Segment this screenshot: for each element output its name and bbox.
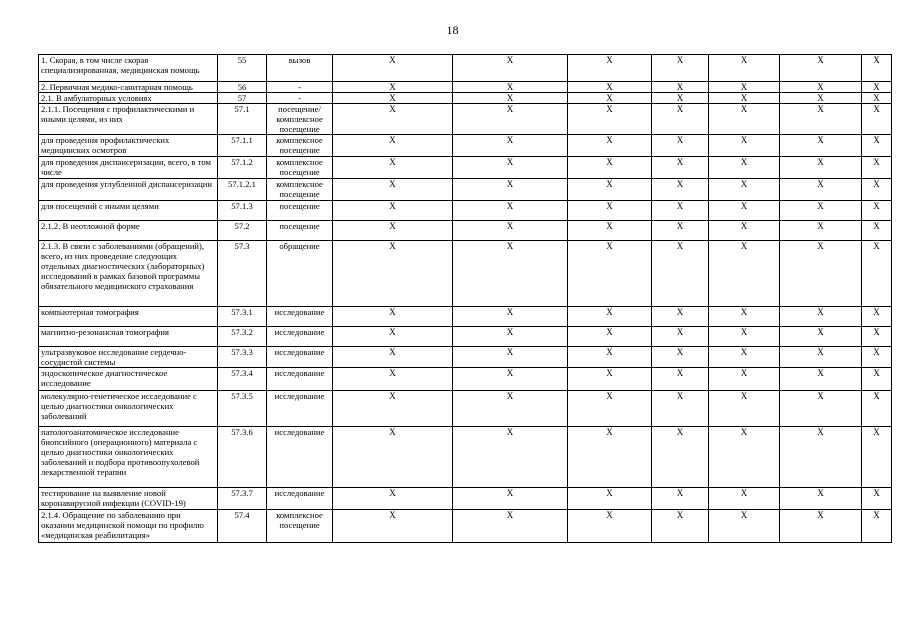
data-table	[38, 54, 892, 543]
row-unit: комплексное посещение	[267, 135, 333, 157]
x-mark-cell: X	[862, 55, 892, 82]
x-mark-cell: X	[453, 135, 568, 157]
row-code: 57.3.5	[218, 391, 267, 427]
x-mark-cell: X	[453, 104, 568, 135]
x-mark-cell: X	[568, 179, 652, 201]
row-code: 57.3.6	[218, 427, 267, 488]
x-mark-cell: X	[709, 307, 780, 327]
x-mark-cell: X	[780, 157, 862, 179]
x-mark-cell: X	[780, 427, 862, 488]
x-mark-cell: X	[333, 104, 453, 135]
x-mark-cell: X	[333, 347, 453, 368]
x-mark-cell: X	[568, 327, 652, 347]
x-mark-cell: X	[780, 368, 862, 391]
table-row	[39, 179, 892, 201]
x-mark-cell: X	[568, 307, 652, 327]
x-mark-cell: X	[453, 307, 568, 327]
x-mark-cell: X	[568, 93, 652, 104]
x-mark-cell: X	[709, 179, 780, 201]
row-unit: комплексное посещение	[267, 179, 333, 201]
row-unit: исследование	[267, 427, 333, 488]
row-name: 2.1.2. В неотложной форме	[39, 221, 218, 241]
x-mark-cell: X	[709, 221, 780, 241]
x-mark-cell: X	[709, 327, 780, 347]
row-name: для проведения профилактических медицинских осмотров	[39, 135, 218, 157]
x-mark-cell: X	[709, 104, 780, 135]
row-name: ультразвуковое исследование сердечно-сосудистой системы	[39, 347, 218, 368]
x-mark-cell: X	[862, 241, 892, 307]
row-unit: обращение	[267, 241, 333, 307]
row-name: для проведения углубленной диспансеризации	[39, 179, 218, 201]
x-mark-cell: X	[709, 241, 780, 307]
x-mark-cell: X	[652, 157, 709, 179]
table-row	[39, 427, 892, 488]
x-mark-cell: X	[568, 347, 652, 368]
x-mark-cell: X	[333, 93, 453, 104]
x-mark-cell: X	[709, 82, 780, 93]
x-mark-cell: X	[453, 488, 568, 510]
row-unit: исследование	[267, 327, 333, 347]
table-row	[39, 221, 892, 241]
table-row	[39, 93, 892, 104]
x-mark-cell: X	[709, 157, 780, 179]
x-mark-cell: X	[780, 510, 862, 543]
x-mark-cell: X	[652, 488, 709, 510]
x-mark-cell: X	[780, 93, 862, 104]
x-mark-cell: X	[333, 307, 453, 327]
row-name: 2. Первичная медико-санитарная помощь	[39, 82, 218, 93]
x-mark-cell: X	[862, 327, 892, 347]
row-code: 57.1.3	[218, 201, 267, 221]
row-unit: исследование	[267, 368, 333, 391]
x-mark-cell: X	[453, 368, 568, 391]
x-mark-cell: X	[568, 488, 652, 510]
x-mark-cell: X	[652, 201, 709, 221]
x-mark-cell: X	[709, 55, 780, 82]
x-mark-cell: X	[862, 179, 892, 201]
row-code: 57	[218, 93, 267, 104]
x-mark-cell: X	[780, 82, 862, 93]
x-mark-cell: X	[453, 221, 568, 241]
x-mark-cell: X	[568, 221, 652, 241]
x-mark-cell: X	[333, 368, 453, 391]
row-name: 1. Скорая, в том числе скорая специализированная, медицинская помощь	[39, 55, 218, 82]
x-mark-cell: X	[862, 347, 892, 368]
row-unit: комплексное посещение	[267, 510, 333, 543]
row-name: патологоанатомическое исследование биопсийного (операционного) материала с целью диагностики онкологических заболеваний и подбора противоопухолевой лекарственной терапии	[39, 427, 218, 488]
x-mark-cell: X	[568, 241, 652, 307]
x-mark-cell: X	[333, 391, 453, 427]
x-mark-cell: X	[453, 347, 568, 368]
table-row	[39, 82, 892, 93]
row-code: 57.1	[218, 104, 267, 135]
x-mark-cell: X	[652, 510, 709, 543]
x-mark-cell: X	[333, 157, 453, 179]
x-mark-cell: X	[862, 307, 892, 327]
x-mark-cell: X	[862, 391, 892, 427]
row-unit: -	[267, 93, 333, 104]
table-row	[39, 327, 892, 347]
row-unit: исследование	[267, 488, 333, 510]
x-mark-cell: X	[652, 179, 709, 201]
x-mark-cell: X	[453, 427, 568, 488]
x-mark-cell: X	[652, 427, 709, 488]
x-mark-cell: X	[862, 104, 892, 135]
page-number: 18	[446, 23, 459, 37]
x-mark-cell: X	[652, 241, 709, 307]
x-mark-cell: X	[453, 391, 568, 427]
row-code: 57.4	[218, 510, 267, 543]
x-mark-cell: X	[780, 179, 862, 201]
table-row	[39, 488, 892, 510]
row-code: 57.1.1	[218, 135, 267, 157]
x-mark-cell: X	[709, 93, 780, 104]
row-code: 56	[218, 82, 267, 93]
x-mark-cell: X	[709, 391, 780, 427]
x-mark-cell: X	[652, 221, 709, 241]
x-mark-cell: X	[780, 307, 862, 327]
x-mark-cell: X	[652, 347, 709, 368]
x-mark-cell: X	[709, 488, 780, 510]
x-mark-cell: X	[862, 488, 892, 510]
x-mark-cell: X	[333, 82, 453, 93]
table-row	[39, 347, 892, 368]
x-mark-cell: X	[709, 201, 780, 221]
x-mark-cell: X	[568, 82, 652, 93]
x-mark-cell: X	[862, 427, 892, 488]
x-mark-cell: X	[568, 55, 652, 82]
x-mark-cell: X	[709, 427, 780, 488]
x-mark-cell: X	[453, 327, 568, 347]
row-name: магнитно-резонансная томография	[39, 327, 218, 347]
row-unit: -	[267, 82, 333, 93]
row-code: 57.3.4	[218, 368, 267, 391]
row-code: 57.3.1	[218, 307, 267, 327]
x-mark-cell: X	[568, 157, 652, 179]
row-name: 2.1.4. Обращение по заболеванию при оказании медицинской помощи по профилю «медицинская реабилитация»	[39, 510, 218, 543]
row-code: 55	[218, 55, 267, 82]
x-mark-cell: X	[453, 93, 568, 104]
row-unit: вызов	[267, 55, 333, 82]
x-mark-cell: X	[333, 510, 453, 543]
table-row	[39, 510, 892, 543]
x-mark-cell: X	[652, 55, 709, 82]
row-code: 57.3.3	[218, 347, 267, 368]
row-unit: исследование	[267, 307, 333, 327]
row-code: 57.3.7	[218, 488, 267, 510]
x-mark-cell: X	[780, 221, 862, 241]
row-code: 57.2	[218, 221, 267, 241]
x-mark-cell: X	[333, 241, 453, 307]
row-unit: комплексное посещение	[267, 157, 333, 179]
row-name: тестирование на выявление новой коронавирусной инфекции (COVID-19)	[39, 488, 218, 510]
row-unit: исследование	[267, 347, 333, 368]
x-mark-cell: X	[333, 55, 453, 82]
x-mark-cell: X	[333, 327, 453, 347]
row-unit: посещение/ комплексное посещение	[267, 104, 333, 135]
x-mark-cell: X	[709, 510, 780, 543]
table-row	[39, 201, 892, 221]
x-mark-cell: X	[652, 93, 709, 104]
x-mark-cell: X	[568, 368, 652, 391]
row-name: 2.1.1. Посещения с профилактическими и иными целями, из них	[39, 104, 218, 135]
table-row	[39, 104, 892, 135]
row-code: 57.3	[218, 241, 267, 307]
x-mark-cell: X	[453, 510, 568, 543]
x-mark-cell: X	[652, 327, 709, 347]
x-mark-cell: X	[780, 488, 862, 510]
row-code: 57.1.2.1	[218, 179, 267, 201]
x-mark-cell: X	[333, 179, 453, 201]
x-mark-cell: X	[453, 201, 568, 221]
row-name: для посещений с иными целями	[39, 201, 218, 221]
x-mark-cell: X	[780, 201, 862, 221]
row-name: эндоскопическое диагностическое исследование	[39, 368, 218, 391]
x-mark-cell: X	[862, 82, 892, 93]
x-mark-cell: X	[568, 510, 652, 543]
x-mark-cell: X	[709, 135, 780, 157]
x-mark-cell: X	[780, 104, 862, 135]
x-mark-cell: X	[780, 327, 862, 347]
x-mark-cell: X	[780, 347, 862, 368]
x-mark-cell: X	[453, 241, 568, 307]
table-row	[39, 241, 892, 307]
table-row	[39, 157, 892, 179]
x-mark-cell: X	[780, 391, 862, 427]
x-mark-cell: X	[333, 221, 453, 241]
x-mark-cell: X	[862, 157, 892, 179]
x-mark-cell: X	[333, 488, 453, 510]
x-mark-cell: X	[453, 157, 568, 179]
row-name: компьютерная томография	[39, 307, 218, 327]
row-name: для проведения диспансеризации, всего, в том числе	[39, 157, 218, 179]
row-name: молекулярно-генетическое исследование с целью диагностики онкологических заболеваний	[39, 391, 218, 427]
x-mark-cell: X	[862, 201, 892, 221]
x-mark-cell: X	[862, 135, 892, 157]
row-name: 2.1.3. В связи с заболеваниями (обращений), всего, из них проведение следующих отдельных диагностических (лабораторных) исследований в рамках базовой программы обязательного медицинского страхования	[39, 241, 218, 307]
table-row	[39, 391, 892, 427]
table-row	[39, 135, 892, 157]
x-mark-cell: X	[862, 93, 892, 104]
x-mark-cell: X	[652, 391, 709, 427]
x-mark-cell: X	[568, 427, 652, 488]
table-row	[39, 55, 892, 82]
x-mark-cell: X	[568, 391, 652, 427]
row-unit: исследование	[267, 391, 333, 427]
x-mark-cell: X	[780, 135, 862, 157]
x-mark-cell: X	[652, 104, 709, 135]
table-row	[39, 368, 892, 391]
x-mark-cell: X	[652, 135, 709, 157]
row-unit: посещение	[267, 201, 333, 221]
x-mark-cell: X	[780, 241, 862, 307]
x-mark-cell: X	[709, 347, 780, 368]
x-mark-cell: X	[652, 307, 709, 327]
x-mark-cell: X	[709, 368, 780, 391]
x-mark-cell: X	[568, 104, 652, 135]
x-mark-cell: X	[652, 82, 709, 93]
x-mark-cell: X	[652, 368, 709, 391]
row-code: 57.1.2	[218, 157, 267, 179]
x-mark-cell: X	[568, 201, 652, 221]
row-unit: посещение	[267, 221, 333, 241]
x-mark-cell: X	[862, 368, 892, 391]
x-mark-cell: X	[333, 201, 453, 221]
x-mark-cell: X	[333, 135, 453, 157]
x-mark-cell: X	[568, 135, 652, 157]
x-mark-cell: X	[453, 179, 568, 201]
row-name: 2.1. В амбулаторных условиях	[39, 93, 218, 104]
x-mark-cell: X	[862, 510, 892, 543]
x-mark-cell: X	[862, 221, 892, 241]
x-mark-cell: X	[333, 427, 453, 488]
x-mark-cell: X	[780, 55, 862, 82]
row-code: 57.3.2	[218, 327, 267, 347]
x-mark-cell: X	[453, 55, 568, 82]
table-row	[39, 307, 892, 327]
x-mark-cell: X	[453, 82, 568, 93]
